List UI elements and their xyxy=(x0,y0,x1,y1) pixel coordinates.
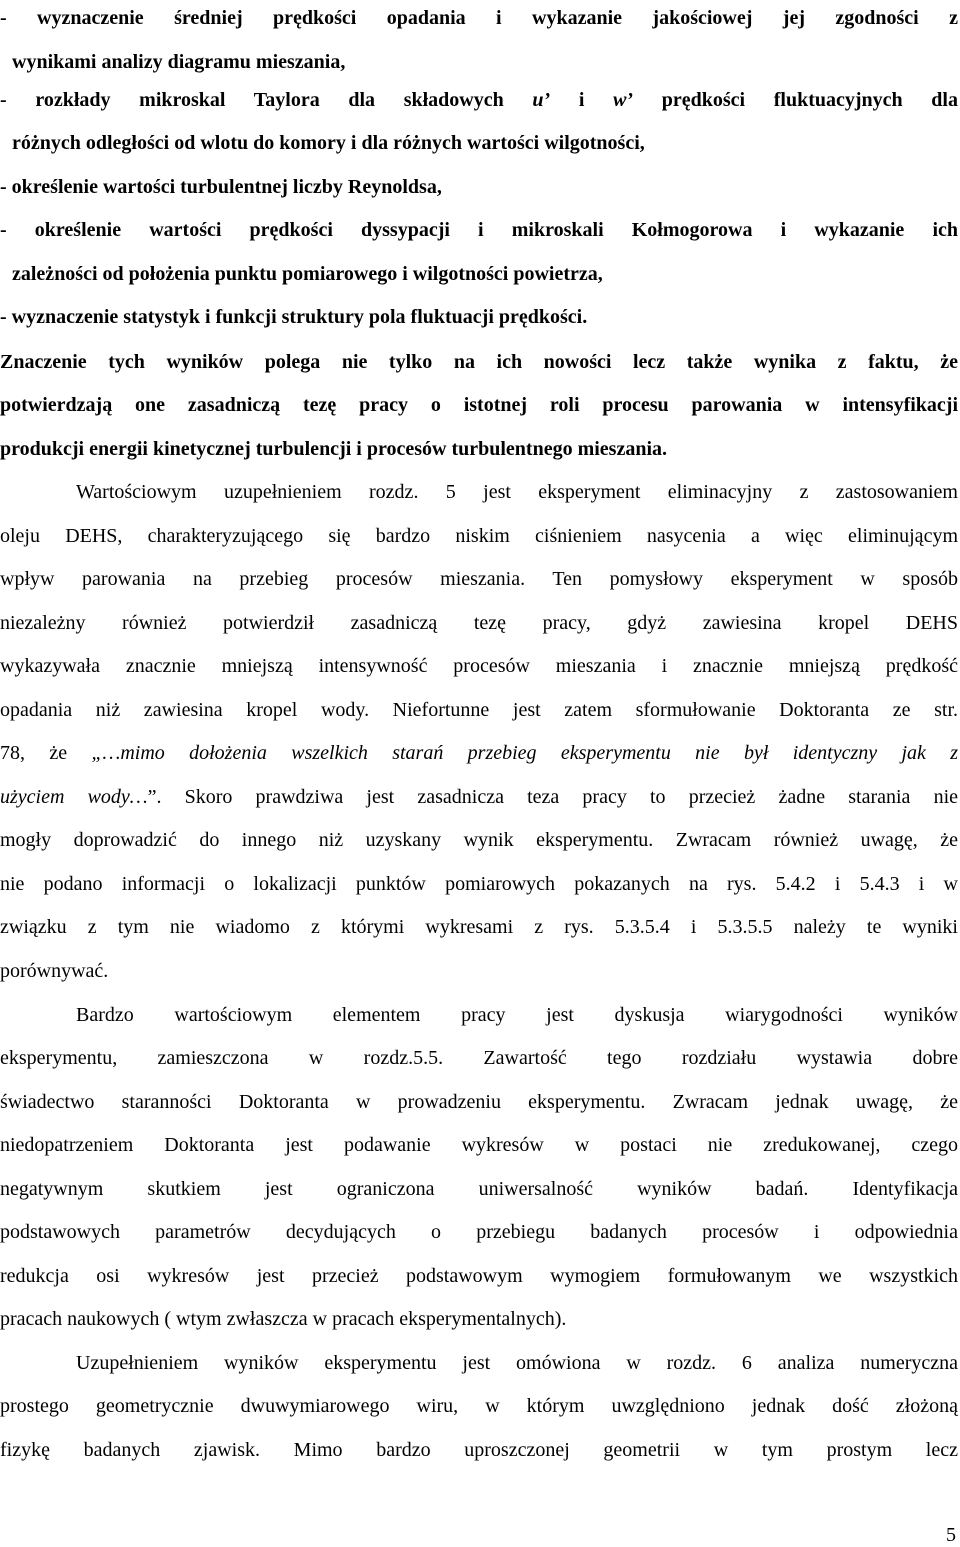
velocity-component-w: w’ xyxy=(613,89,634,111)
paragraph-line: mogły doprowadzić do innego niż uzyskany wynik eksperymentu. Zwracam również uwagę, że xyxy=(0,829,958,851)
paragraph-line: negatywnym skutkiem jest ograniczona uniwersalność wyników badań. Identyfikacja xyxy=(0,1178,958,1200)
paragraph-line: oleju DEHS, charakteryzującego się bardzo niskim ciśnieniem nasycenia a więc eliminującym xyxy=(0,525,958,547)
paragraph-line: potwierdzają one zasadniczą tezę pracy o istotnej roli procesu parowania w intensyfikacji xyxy=(0,394,958,416)
paragraph-line: użyciem wody…”. Skoro prawdziwa jest zasadnicza teza pracy to przecież żadne starania nie xyxy=(0,786,959,808)
paragraph-line: Uzupełnieniem wyników eksperymentu jest omówiona w rozdz. 6 analiza numeryczna xyxy=(76,1352,958,1374)
bullet-line: - wyznaczenie statystyk i funkcji struktury pola fluktuacji prędkości. xyxy=(0,306,588,328)
velocity-component-u: u’ xyxy=(532,89,551,111)
paragraph-line: redukcja osi wykresów jest przecież podstawowym wymogiem formułowanym we wszystkich xyxy=(0,1265,958,1287)
paragraph-line: produkcji energii kinetycznej turbulencji i procesów turbulentnego mieszania. xyxy=(0,438,668,460)
paragraph-line: podstawowych parametrów decydujących o przebiegu badanych procesów i odpowiednia xyxy=(0,1221,958,1243)
paragraph-line: 78, że „…mimo dołożenia wszelkich starań przebieg eksperymentu nie był identyczny jak z xyxy=(0,742,958,764)
page-number: 5 xyxy=(946,1524,956,1546)
paragraph-line: Wartościowym uzupełnieniem rozdz. 5 jest eksperyment eliminacyjny z zastosowaniem xyxy=(76,481,958,503)
paragraph-line: prostego geometrycznie dwuwymiarowego wiru, w którym uwzględniono jednak dość złożoną xyxy=(0,1395,958,1417)
paragraph-line: świadectwo staranności Doktoranta w prowadzeniu eksperymentu. Zwracam jednak uwagę, że xyxy=(0,1091,958,1113)
quotation: użyciem wody… xyxy=(0,786,148,808)
paragraph-line: opadania niż zawiesina kropel wody. Niefortunne jest zatem sformułowanie Doktoranta ze str. xyxy=(0,699,958,721)
paragraph-line: niezależny również potwierdził zasadniczą tezę pracy, gdyż zawiesina kropel DEHS xyxy=(0,612,958,634)
paragraph-line: pracach naukowych ( wtym zwłaszcza w pracach eksperymentalnych). xyxy=(0,1308,567,1330)
paragraph-line: porównywać. xyxy=(0,960,109,982)
bullet-line: - wyznaczenie średniej prędkości opadania i wykazanie jakościowej jej zgodności z xyxy=(0,7,958,29)
paragraph-line: związku z tym nie wiadomo z którymi wykresami z rys. 5.3.5.4 i 5.3.5.5 należy te wyniki xyxy=(0,916,958,938)
quotation: „…mimo dołożenia wszelkich starań przebieg eksperymentu nie był identyczny jak z xyxy=(91,742,958,764)
bullet-line: zależności od położenia punktu pomiarowego i wilgotności powietrza, xyxy=(12,263,603,285)
paragraph-line: Bardzo wartościowym elementem pracy jest dyskusja wiarygodności wyników xyxy=(76,1004,958,1026)
paragraph-line: fizykę badanych zjawisk. Mimo bardzo uproszczonej geometrii w tym prostym lecz xyxy=(0,1439,958,1461)
paragraph-line: nie podano informacji o lokalizacji punktów pomiarowych pokazanych na rys. 5.4.2 i 5.4.3 i w xyxy=(0,873,958,895)
bullet-line: różnych odległości od wlotu do komory i dla różnych wartości wilgotności, xyxy=(12,132,645,154)
bullet-line: - rozkłady mikroskal Taylora dla składowych u’ i w’ prędkości fluktuacyjnych dla xyxy=(0,89,958,111)
paragraph-line: wpływ parowania na przebieg procesów mieszania. Ten pomysłowy eksperyment w sposób xyxy=(0,568,958,590)
bullet-line: - określenie wartości prędkości dyssypacji i mikroskali Kołmogorowa i wykazanie ich xyxy=(0,219,958,241)
paragraph-line: eksperymentu, zamieszczona w rozdz.5.5. Zawartość tego rozdziału wystawia dobre xyxy=(0,1047,958,1069)
bullet-line: wynikami analizy diagramu mieszania, xyxy=(12,51,346,73)
paragraph-line: wykazywała znacznie mniejszą intensywność procesów mieszania i znacznie mniejszą prędkość xyxy=(0,655,958,677)
bullet-line: - określenie wartości turbulentnej liczby Reynoldsa, xyxy=(0,176,442,198)
paragraph-line: Znaczenie tych wyników polega nie tylko na ich nowości lecz także wynika z faktu, że xyxy=(0,351,958,373)
paragraph-line: niedopatrzeniem Doktoranta jest podawanie wykresów w postaci nie zredukowanej, czego xyxy=(0,1134,958,1156)
